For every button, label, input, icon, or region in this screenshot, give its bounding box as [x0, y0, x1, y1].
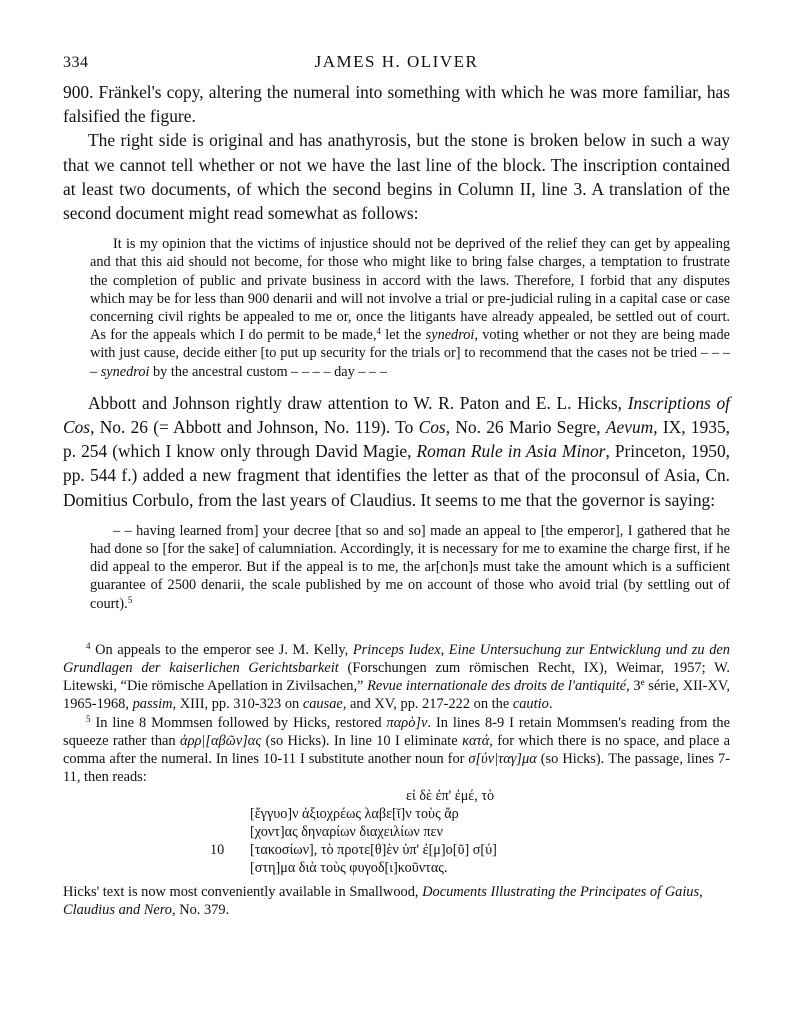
footnote-5: $^5$ In line 8 Mommsen followed by Hicks, restored παρὸ]ν. In lines 8-9 I retain Mommsen's reading from the squeeze rather than ἀρρ|[αβῶν]ας (so Hicks). In line 10 I eliminate κατά, for which there is no space, and place a comma after the numeral. In lines 10-11 I substitute another noun for σ[ύν|ταγ]μα (so Hicks). The passage, lines 7-11, then reads: [63, 713, 731, 786]
main-text [63, 80, 730, 225]
paragraph-3: Abbott and Johnson rightly draw attention to W. R. Paton and E. L. Hicks, Inscriptions of Cos, No. 26 (= Abbott and Johnson, No. 119). To Cos, No. 26 Mario Segre, Aevum, IX, 1935, p. 254 (which I know only through David Magie, Roman Rule in Asia Minor, Princeton, 1950, pp. 544 f.) added a new fragment that identifies the letter as that of the proconsul of Asia, Cn. Domitius Corbulo, from the last years of Claudius. It seems to me that the governor is saying: [63, 392, 731, 510]
footnote-4: $^4$ On appeals to the emperor see J. M. Kelly, Princeps Iudex, Eine Untersuchung zur Entwicklung und zu den Grundlagen der kaiserlichen Gerichtsbarkeit (Forschungen zum römischen Recht, IX), Weimar, 1957; W. Litewski, “Die römische Apellation in Zivilsachen,” Revue internationale des droits de l'antiquité, 3e série, XII-XV, 1965-1968, passim, XIII, pp. 310-323 on causae, and XV, pp. 217-222 on the cautio. [63, 640, 731, 713]
quote-2-text: – – having learned from] your decree [that so and so] made an appeal to [the emperor], I gathered that he had done so [for the sake] of calumniation. Accordingly, it is necessary for me to examine the charge first, if he did appeal to the emperor. But if the appeal is to me, the ar[chon]s must take the amount which is a sufficient guarantee of 2500 denarii, the scale published by me on account of those who avoid trial (by settling out of court).$^5$ [90, 522, 730, 612]
greek-line-9: [χοντ]ας δηναρίων διαχειλίων πεν [250, 823, 443, 840]
greek-inscription [63, 787, 730, 883]
running-title: JAMES H. OLIVER [314, 52, 479, 71]
paragraph-1: 900. Fränkel's copy, altering the numeral into something with which he was more familiar, has falsified the figure. [63, 82, 730, 127]
main-text-2 [63, 391, 730, 512]
block-quote-2 [90, 522, 730, 613]
greek-line-10: [τακοσίων], τὸ προτε[θ]ὲν ὑπ' ἐ[μ]ο[ῦ] σ[ύ] [250, 841, 497, 858]
footnote-ref-5[interactable]: 5 [127, 594, 133, 605]
page [63, 52, 730, 919]
greek-line-8: [ἔγγυο]ν ἀξιοχρέως λαβε[ῖ]ν τοὺς ἄρ [250, 805, 459, 822]
running-header [63, 52, 730, 80]
line-number-10: 10 [210, 841, 225, 858]
paragraph-2: The right side is original and has anathyrosis, but the stone is broken below in such a way that we cannot tell whether or not we have the last line of the block. The inscription contained at least two documents, of which the second begins in Column II, line 3. A translation of the second document might read somewhat as follows: [63, 130, 730, 224]
greek-line-11: [στη]μα διὰ τοὺς φυγοδ[ι]κοῦντας. [250, 859, 448, 876]
quote-1-text: It is my opinion that the victims of injustice should not be deprived of the relief they can get by appealing and that this aid should not become, for those who might like to bring false charges, a temptation to frustrate the completion of public and private business in accord with the laws. Therefore, I forbid that any disputes which may be for less than 900 denarii and will not involve a trial or pre-judicial ruling in a capital case or case concerning civil rights be appealed to me or, once the litigants have already appealed, be settled out of court. As for the appeals which I do permit to be made,$^4$ let the synedroi, voting whether or not they are being made with just cause, decide either [to put up security for the trials or] to recommend that the cases not be tried – – – – synedroi by the ancestral custom – – – – day – – – [90, 236, 730, 380]
footnote-separator [63, 623, 730, 641]
footnote-5-continuation: Hicks' text is now most conveniently available in Smallwood, Documents Illustrating the Principates of Gaius, Claudius and Nero, No. 379. [63, 883, 703, 918]
footnotes [63, 641, 730, 919]
footnote-ref-4[interactable]: 4 [376, 326, 381, 337]
block-quote-1 [90, 235, 730, 381]
greek-line-7: εἰ δὲ ἐπ' ἐμέ, τὸ [406, 787, 495, 804]
page-number: 334 [63, 54, 89, 71]
